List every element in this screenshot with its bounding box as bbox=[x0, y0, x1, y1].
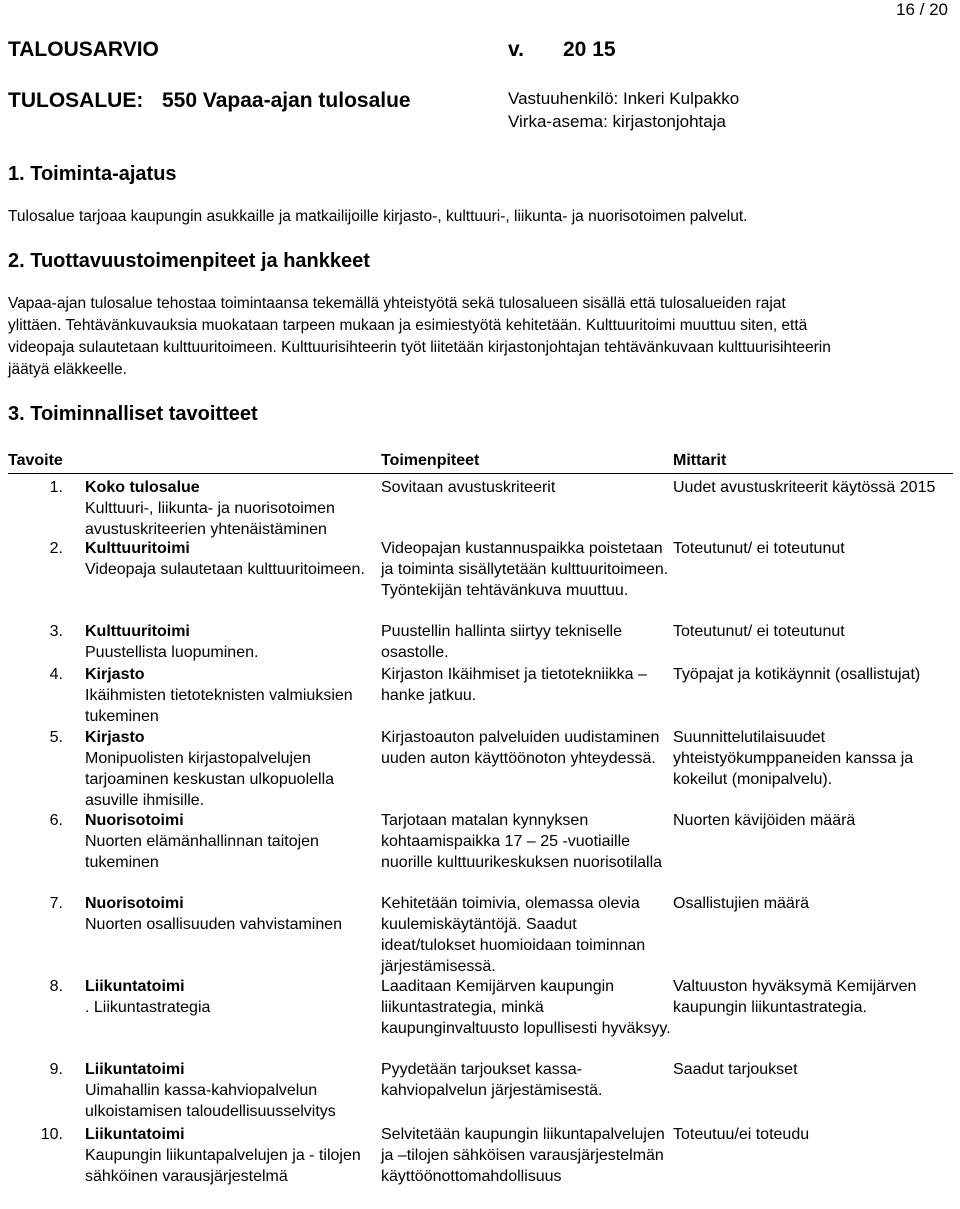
action-cell: Kirjaston Ikäihmiset ja tietotekniikka –hanke jatkuu. bbox=[381, 666, 647, 704]
goal-unit: Kulttuuritoimi bbox=[85, 540, 190, 557]
goal-cell bbox=[85, 538, 375, 580]
goal-cell bbox=[85, 1124, 375, 1187]
goal-text: . Liikuntastrategia bbox=[85, 999, 211, 1016]
goal-text: Nuorten osallisuuden vahvistaminen bbox=[85, 916, 343, 933]
section2-text bbox=[8, 293, 953, 381]
metric-cell: Työpajat ja kotikäynnit (osallistujat) bbox=[673, 666, 921, 683]
action-cell: Selvitetään kaupungin liikuntapalvelujen ja –tilojen sähköisen varausjärjestelmän käyttöönottomahdollisuus bbox=[381, 1126, 665, 1185]
action-cell: Videopajan kustannuspaikka poistetaan ja toiminta sisällytetään kulttuuritoimeen. Työntekijän tehtävänkuva muuttuu. bbox=[381, 540, 669, 599]
year-prefix: v. bbox=[508, 38, 524, 61]
metric-cell: Uudet avustuskriteerit käytössä 2015 bbox=[673, 479, 936, 496]
goal-cell bbox=[85, 621, 375, 663]
metric-cell: Toteutuu/ei toteudu bbox=[673, 1126, 810, 1143]
goal-unit: Kirjasto bbox=[85, 666, 145, 683]
section2-line: Vapaa-ajan tulosalue tehostaa toimintaansa tekemällä yhteistyötä sekä tulosalueen sisällä että tulosalueiden rajat bbox=[8, 295, 786, 312]
goal-unit: Nuorisotoimi bbox=[85, 895, 184, 912]
section1-text: Tulosalue tarjoaa kaupungin asukkaille ja matkailijoille kirjasto-, kulttuuri-, liikunta- ja nuorisotoimen palvelut. bbox=[8, 208, 748, 225]
row-number: 1. bbox=[49, 479, 63, 496]
goal-cell bbox=[85, 727, 375, 811]
metric-cell: Nuorten kävijöiden määrä bbox=[673, 812, 856, 829]
page-number: 16 / 20 bbox=[896, 0, 948, 19]
goal-unit: Kulttuuritoimi bbox=[85, 623, 190, 640]
goal-unit: Liikuntatoimi bbox=[85, 978, 185, 995]
document-title: TALOUSARVIO bbox=[8, 38, 159, 61]
section2-line: videopaja sulautetaan kulttuuritoimeen. Kulttuurisihteerin työt liitetään kirjastonjohtajan tehtävänkuvaan kulttuurisihteerin bbox=[8, 339, 831, 356]
action-cell: Pyydetään tarjoukset kassa-kahviopalvelun järjestämisestä. bbox=[381, 1061, 603, 1099]
metric-cell: Saadut tarjoukset bbox=[673, 1061, 798, 1078]
goal-unit: Liikuntatoimi bbox=[85, 1126, 185, 1143]
action-cell: Laaditaan Kemijärven kaupungin liikuntastrategia, minkä kaupunginvaltuusto lopullisesti hyväksyy. bbox=[381, 978, 671, 1037]
section2-line: ylittäen. Tehtävänkuvauksia muokataan tarpeen mukaan ja esimiestyötä kehitetään. Kulttuuritoimi muuttuu siten, että bbox=[8, 317, 808, 334]
section3-heading: 3. Toiminnalliset tavoitteet bbox=[8, 403, 258, 425]
area-name: 550 Vapaa-ajan tulosalue bbox=[162, 89, 411, 112]
goal-text: Monipuolisten kirjastopalvelujen tarjoaminen keskustan ulkopuolella asuville ihmisille. bbox=[85, 750, 335, 809]
metric-cell: Valtuuston hyväksymä Kemijärven kaupungin liikuntastrategia. bbox=[673, 978, 917, 1016]
row-number: 7. bbox=[49, 895, 63, 912]
metric-cell: Toteutunut/ ei toteutunut bbox=[673, 623, 845, 640]
goal-unit: Liikuntatoimi bbox=[85, 1061, 185, 1078]
goal-cell bbox=[85, 664, 375, 727]
goal-cell bbox=[85, 893, 375, 935]
row-number: 10. bbox=[40, 1126, 63, 1143]
column-header-goal: Tavoite bbox=[8, 452, 63, 469]
goal-text: Ikäihmisten tietoteknisten valmiuksien tukeminen bbox=[85, 687, 353, 725]
action-cell: Kehitetään toimivia, olemassa olevia kuulemiskäytäntöjä. Saadut ideat/tulokset huomioidaan toiminnan järjestämisessä. bbox=[381, 895, 646, 975]
row-number: 2. bbox=[49, 540, 63, 557]
row-number: 6. bbox=[49, 812, 63, 829]
goal-cell bbox=[85, 810, 375, 873]
goal-text: Nuorten elämänhallinnan taitojen tukeminen bbox=[85, 833, 319, 871]
row-number: 3. bbox=[49, 623, 63, 640]
column-header-metrics: Mittarit bbox=[673, 452, 727, 469]
responsible-position: Virka-asema: kirjastonjohtaja bbox=[508, 112, 726, 131]
section2-heading: 2. Tuottavuustoimenpiteet ja hankkeet bbox=[8, 250, 370, 272]
goal-text: Kaupungin liikuntapalvelujen ja - tilojen sähköinen varausjärjestelmä bbox=[85, 1147, 361, 1185]
area-label: TULOSALUE: bbox=[8, 89, 144, 112]
goal-cell bbox=[85, 976, 375, 1018]
metric-cell: Suunnittelutilaisuudet yhteistyökumppaneiden kanssa ja kokeilut (monipalvelu). bbox=[673, 729, 914, 788]
row-number: 9. bbox=[49, 1061, 63, 1078]
goal-text: Kulttuuri-, liikunta- ja nuorisotoimen avustuskriteerien yhtenäistäminen bbox=[85, 500, 335, 538]
section1-heading: 1. Toiminta-ajatus bbox=[8, 163, 177, 185]
row-number: 4. bbox=[49, 666, 63, 683]
metric-cell: Osallistujien määrä bbox=[673, 895, 810, 912]
section2-line: jäätyä eläkkeelle. bbox=[8, 361, 127, 378]
action-cell: Kirjastoauton palveluiden uudistaminen uuden auton käyttöönoton yhteydessä. bbox=[381, 729, 660, 767]
goal-text: Uimahallin kassa-kahviopalvelun ulkoistamisen taloudellisuusselvitys bbox=[85, 1082, 336, 1120]
goal-unit: Kirjasto bbox=[85, 729, 145, 746]
goal-text: Puustellista luopuminen. bbox=[85, 644, 259, 661]
year: 20 15 bbox=[563, 38, 616, 61]
action-cell: Sovitaan avustuskriteerit bbox=[381, 479, 556, 496]
row-number: 5. bbox=[49, 729, 63, 746]
action-cell: Puustellin hallinta siirtyy tekniselle osastolle. bbox=[381, 623, 622, 661]
goal-unit: Nuorisotoimi bbox=[85, 812, 184, 829]
goal-unit: Koko tulosalue bbox=[85, 479, 200, 496]
action-cell: Tarjotaan matalan kynnyksen kohtaamispaikka 17 – 25 -vuotiaille nuorille kulttuurikeskuksen nuorisotilalla bbox=[381, 812, 663, 871]
goal-text: Videopaja sulautetaan kulttuuritoimeen. bbox=[85, 561, 365, 578]
column-header-actions: Toimenpiteet bbox=[381, 452, 480, 469]
row-number: 8. bbox=[49, 978, 63, 995]
metric-cell: Toteutunut/ ei toteutunut bbox=[673, 540, 845, 557]
table-header bbox=[8, 449, 953, 474]
goal-cell bbox=[85, 1059, 375, 1122]
responsible-person: Vastuuhenkilö: Inkeri Kulpakko bbox=[508, 89, 740, 108]
goal-cell bbox=[85, 477, 375, 540]
